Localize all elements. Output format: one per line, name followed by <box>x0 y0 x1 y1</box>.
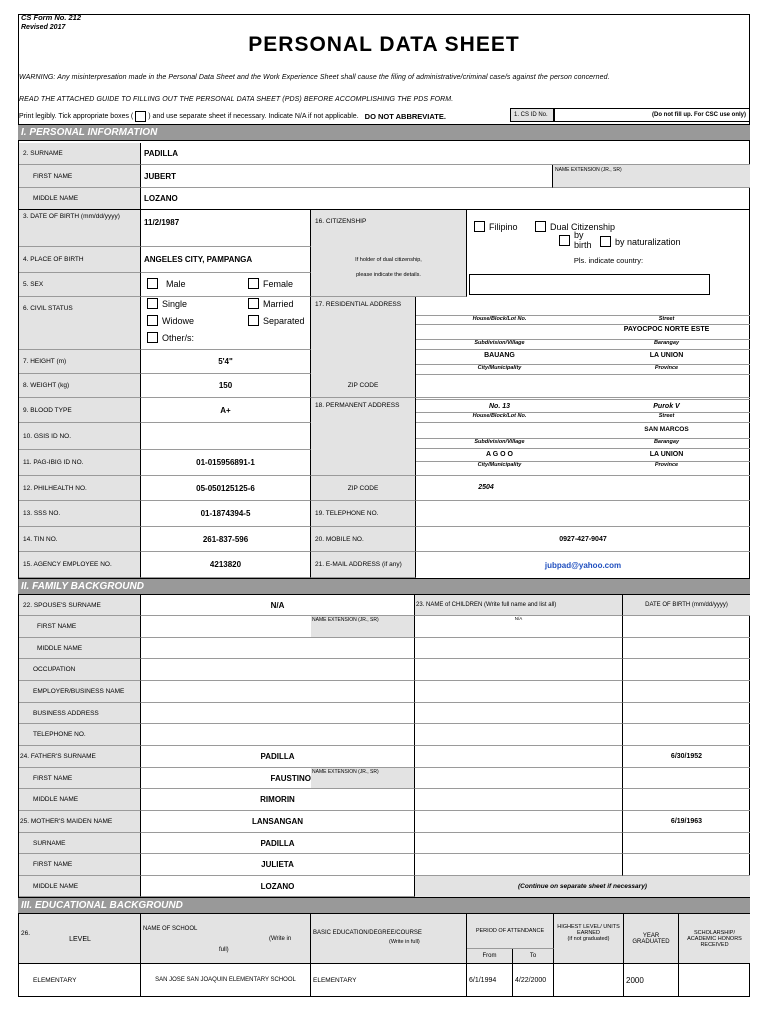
edu-row-from[interactable]: 6/1/1994 <box>467 964 513 996</box>
section-education-header: III. EDUCATIONAL BACKGROUND <box>18 897 750 914</box>
child-row-4-name[interactable] <box>415 681 623 703</box>
page-title: PERSONAL DATA SHEET <box>248 33 520 56</box>
married-text: Married <box>263 298 294 309</box>
middle-name-label: MIDDLE NAME <box>19 188 141 210</box>
edu-level-label: LEVEL <box>69 936 91 943</box>
spouse-telephone-label: TELEPHONE NO. <box>19 724 141 746</box>
warning-text: WARNING: Any misinterpresation made in the Personal Data Sheet and the Work Experience Sheet shall cause the filing of administrative/criminal case/s against the person concerned. <box>19 74 610 81</box>
mother-maiden-field[interactable]: LANSANGAN <box>141 811 415 833</box>
spouse-telephone-field[interactable] <box>141 724 415 746</box>
male-option[interactable] <box>147 278 186 289</box>
edu-level-header <box>19 914 141 964</box>
perm-zip-field[interactable] <box>416 476 750 501</box>
edu-course-write: (Write in full) <box>389 939 420 945</box>
pob-label: 4. PLACE OF BIRTH <box>19 247 141 273</box>
edu-school-header <box>141 914 311 964</box>
father-middle-name-label: MIDDLE NAME <box>19 789 141 811</box>
edu-course-header <box>311 914 467 964</box>
child-row-7-dob[interactable]: 6/30/1952 <box>623 746 750 768</box>
weight-label: 8. WEIGHT (kg) <box>19 374 141 398</box>
business-address-label: BUSINESS ADDRESS <box>19 703 141 724</box>
perm-zip-label: ZIP CODE <box>311 476 416 501</box>
form-revised: Revised 2017 <box>21 24 66 31</box>
child-row-1-name[interactable] <box>415 616 623 638</box>
perm-street-value[interactable]: Purok V <box>653 403 680 410</box>
perm-city-value[interactable]: A G O O <box>486 451 513 458</box>
child-row-2-dob[interactable] <box>623 638 750 659</box>
spouse-middle-name-label: MIDDLE NAME <box>19 638 141 659</box>
employer-field[interactable] <box>141 681 415 703</box>
edu-row-highest[interactable] <box>554 964 624 996</box>
female-text: Female <box>263 278 294 289</box>
mother-first-name-label: FIRST NAME <box>19 854 141 876</box>
dob-field[interactable]: 11/2/1987 <box>141 210 311 247</box>
form-number: CS Form No. 212 <box>21 13 82 22</box>
perm-street-caption: Street <box>658 413 675 419</box>
dual-checkbox[interactable] <box>535 221 546 232</box>
children-name-header: 23. NAME of CHILDREN (Write full name and list all) <box>415 595 623 616</box>
edu-full: full) <box>219 947 229 953</box>
married-option[interactable] <box>248 298 294 309</box>
edu-highest-label: HIGHEST LEVEL/ UNITS EARNED <box>557 924 620 936</box>
telephone-field[interactable] <box>416 501 750 527</box>
mother-maiden-label: 25. MOTHER'S MAIDEN NAME <box>19 811 141 833</box>
child-row-5-dob[interactable] <box>623 703 750 724</box>
surname-label: 2. SURNAME <box>19 143 141 165</box>
father-first-name-field[interactable]: FAUSTINO <box>141 768 311 789</box>
cs-id-field[interactable] <box>554 108 750 122</box>
mobile-field[interactable]: 0927-427-9047 <box>416 527 750 552</box>
tin-label: 14. TIN NO. <box>19 527 141 552</box>
widowed-text: Widowe <box>162 315 195 326</box>
father-name-ext-field[interactable]: NAME EXTENSION (JR., SR) <box>311 768 415 789</box>
separated-text: Separated <box>263 315 305 326</box>
by-naturalization-text: by naturalization <box>615 236 681 247</box>
civil-status-field <box>141 297 311 350</box>
edu-year-header: YEAR GRADUATED <box>624 914 679 964</box>
filipino-checkbox[interactable] <box>474 221 485 232</box>
mobile-label: 20. MOBILE NO. <box>311 527 416 552</box>
single-option[interactable] <box>147 298 187 309</box>
female-checkbox[interactable] <box>248 278 259 289</box>
agency-employee-field[interactable]: 4213820 <box>141 552 311 578</box>
edu-row-school[interactable]: SAN JOSE SAN JOAQUIN ELEMENTARY SCHOOL <box>141 964 311 996</box>
male-checkbox[interactable] <box>147 278 158 289</box>
child-row-7-name[interactable] <box>415 746 623 768</box>
tin-field[interactable]: 261-837-596 <box>141 527 311 552</box>
occupation-field[interactable] <box>141 659 415 681</box>
citizenship-label: 16. CITIZENSHIP <box>311 210 467 247</box>
cs-id-label: 1. CS ID No. <box>510 108 554 122</box>
child-row-10-dob[interactable]: 6/19/1963 <box>623 811 750 833</box>
perm-subdivision-caption: Subdivision/Village <box>474 439 525 445</box>
business-address-field[interactable] <box>141 703 415 724</box>
sex-label: 5. SEX <box>19 273 141 297</box>
dual-text: Dual Citizenship <box>550 221 616 232</box>
child-row-9-dob[interactable] <box>623 789 750 811</box>
by-naturalization-option[interactable] <box>600 236 681 247</box>
edu-row-honors[interactable] <box>679 964 750 996</box>
perm-barangay-caption: Barangay <box>653 439 680 445</box>
edu-row-to[interactable]: 4/22/2000 <box>513 964 554 996</box>
filipino-text: Filipino <box>489 221 518 232</box>
separated-checkbox[interactable] <box>248 315 259 326</box>
tick-sample-checkbox <box>135 111 146 122</box>
spouse-middle-name-field[interactable] <box>141 638 415 659</box>
female-option[interactable] <box>248 278 293 289</box>
indicate-country: Pls. indicate country: <box>573 255 644 265</box>
do-not-abbreviate: DO NOT ABBREVIATE. <box>364 112 446 121</box>
pagibig-label: 11. PAG-IBIG ID NO. <box>19 450 141 476</box>
continue-note: (Continue on separate sheet if necessary) <box>415 876 750 897</box>
child-row-4-dob[interactable] <box>623 681 750 703</box>
pob-field[interactable]: ANGELES CITY, PAMPANGA <box>141 247 311 273</box>
perm-province-value[interactable]: LA UNION <box>649 451 684 458</box>
male-text: Male <box>166 278 186 289</box>
print-instruction-2: ) and use separate sheet if necessary. Indicate N/A if not applicable. <box>148 113 359 120</box>
spouse-first-name-field[interactable] <box>141 616 311 638</box>
child-row-8-name[interactable] <box>415 768 623 789</box>
email-value: jubpad@yahoo.com <box>544 560 622 570</box>
residential-address-label: 17. RESIDENTIAL ADDRESS <box>311 297 416 400</box>
edu-period-header: PERIOD OF ATTENDANCE <box>467 914 554 949</box>
print-instruction-1: Print legibly. Tick appropriate boxes ( <box>19 113 134 120</box>
perm-zip-value: 2504 <box>478 484 494 491</box>
child-row-8-dob[interactable] <box>623 768 750 789</box>
child-row-1-dob[interactable] <box>623 616 750 638</box>
father-first-name-label: FIRST NAME <box>19 768 141 789</box>
spouse-first-name-label: FIRST NAME <box>19 616 141 638</box>
mother-first-name-field[interactable]: JULIETA <box>141 854 415 876</box>
permanent-address-label: 18. PERMANENT ADDRESS <box>311 398 416 476</box>
civil-status-label: 6. CIVIL STATUS <box>19 297 141 350</box>
email-label: 21. E-MAIL ADDRESS (if any) <box>311 552 416 578</box>
agency-employee-label: 15. AGENCY EMPLOYEE NO. <box>19 552 141 578</box>
res-city-caption: City/Municipality <box>477 365 522 371</box>
child-row-11-name[interactable] <box>415 833 623 854</box>
edu-row-course[interactable]: ELEMENTARY <box>311 964 467 996</box>
edu-honors-header: SCHOLARSHIP/ ACADEMIC HONORS RECEIVED <box>679 914 750 964</box>
sss-label: 13. SSS NO. <box>19 501 141 527</box>
perm-house-value[interactable]: No. 13 <box>488 403 510 410</box>
edu-row-year[interactable]: 2000 <box>624 964 679 996</box>
edu-row-level[interactable]: ELEMENTARY <box>19 964 141 996</box>
single-checkbox[interactable] <box>147 298 158 309</box>
weight-field[interactable]: 150 <box>141 374 311 398</box>
father-middle-name-field[interactable]: RIMORIN <box>141 789 415 811</box>
permanent-address-block <box>416 398 750 476</box>
child-row-2-name[interactable] <box>415 638 623 659</box>
section-family-header: II. FAMILY BACKGROUND <box>18 578 750 595</box>
perm-house-caption: House/Block/Lot No. <box>472 413 527 419</box>
first-name-field[interactable]: JUBERT <box>141 165 553 188</box>
edu-highest-header <box>554 914 624 964</box>
first-name-label: FIRST NAME <box>19 165 141 188</box>
married-checkbox[interactable] <box>248 298 259 309</box>
gsis-field[interactable] <box>141 423 311 450</box>
children-dob-header: DATE OF BIRTH (mm/dd/yyyy) <box>623 595 750 616</box>
by-birth-checkbox[interactable] <box>559 235 570 246</box>
spouse-surname-label: 22. SPOUSE'S SURNAME <box>19 595 141 616</box>
others-checkbox[interactable] <box>147 332 158 343</box>
child-row-12-dob[interactable] <box>623 854 750 876</box>
single-text: Single <box>162 298 188 309</box>
occupation-label: OCCUPATION <box>19 659 141 681</box>
child-row-3-dob[interactable] <box>623 659 750 681</box>
father-surname-label: 24. FATHER'S SURNAME <box>19 746 141 768</box>
res-street-caption: Street <box>658 316 675 322</box>
family-table <box>19 595 750 897</box>
res-zip-label: ZIP CODE <box>311 374 416 398</box>
dual-note-2: please indicate the details. <box>356 272 421 278</box>
edu-school-label: NAME OF SCHOOL <box>143 926 198 932</box>
widowed-option[interactable] <box>147 315 194 326</box>
name-extension-field[interactable]: NAME EXTENSION (JR., SR) <box>553 165 750 188</box>
print-instruction <box>19 111 446 122</box>
spouse-name-ext-field[interactable]: NAME EXTENSION (JR., SR) <box>311 616 415 638</box>
child-row-10-name[interactable] <box>415 811 623 833</box>
section-personal-header: I. PERSONAL INFORMATION <box>18 124 750 141</box>
res-barangay-caption: Barangay <box>653 340 680 346</box>
height-field[interactable]: 5'4" <box>141 350 311 374</box>
middle-name-field[interactable]: LOZANO <box>141 188 750 210</box>
height-label: 7. HEIGHT (m) <box>19 350 141 374</box>
separated-option[interactable] <box>248 315 305 326</box>
res-barangay-value[interactable]: PAYOCPOC NORTE ESTE <box>623 326 710 333</box>
csc-use-only: (Do not fill up. For CSC use only) <box>652 112 746 118</box>
child-row-3-name[interactable] <box>415 659 623 681</box>
dual-note-1: If holder of dual citizenship, <box>355 257 422 263</box>
telephone-label: 19. TELEPHONE NO. <box>311 501 416 527</box>
child-row-9-name[interactable] <box>415 789 623 811</box>
children-na: N/A <box>514 616 523 621</box>
pagibig-field[interactable]: 01-015956891-1 <box>141 450 311 476</box>
dual-note-box <box>311 247 467 297</box>
mother-middle-name-field[interactable]: LOZANO <box>141 876 415 897</box>
res-house-caption: House/Block/Lot No. <box>472 316 527 322</box>
perm-barangay-value[interactable]: SAN MARCOS <box>644 426 689 433</box>
res-city-value[interactable]: BAUANG <box>484 352 515 359</box>
spouse-surname-field[interactable]: N/A <box>141 595 415 616</box>
res-province-value[interactable]: LA UNION <box>649 352 684 359</box>
father-surname-field[interactable]: PADILLA <box>141 746 415 768</box>
mother-middle-name-label: MIDDLE NAME <box>19 876 141 897</box>
blood-type-field[interactable]: A+ <box>141 398 311 423</box>
philhealth-field[interactable]: 05-050125125-6 <box>141 476 311 501</box>
by-birth-text: by birth <box>574 230 592 250</box>
others-option[interactable] <box>147 332 194 343</box>
mother-surname-label: SURNAME <box>19 833 141 854</box>
surname-field[interactable]: PADILLA <box>141 143 750 165</box>
sex-field <box>141 273 311 297</box>
read-guide-text: READ THE ATTACHED GUIDE TO FILLING OUT THE PERSONAL DATA SHEET (PDS) BEFORE ACCOMPLISHING THE PDS FORM. <box>19 96 454 103</box>
edu-from-header: From <box>467 949 513 964</box>
edu-num: 26. <box>21 930 31 937</box>
widowed-checkbox[interactable] <box>147 315 158 326</box>
child-row-6-name[interactable] <box>415 724 623 746</box>
res-province-caption: Province <box>654 365 679 371</box>
edu-write-in: (Write in <box>269 936 292 942</box>
philhealth-label: 12. PHILHEALTH NO. <box>19 476 141 501</box>
employer-label: EMPLOYER/BUSINESS NAME <box>19 681 141 703</box>
perm-city-caption: City/Municipality <box>477 462 522 468</box>
sss-field[interactable]: 01-1874394-5 <box>141 501 311 527</box>
edu-if-not-grad: (if not graduated) <box>567 936 610 942</box>
res-subdivision-caption: Subdivision/Village <box>474 340 525 346</box>
mother-surname-field[interactable]: PADILLA <box>141 833 415 854</box>
edu-course-label: BASIC EDUCATION/DEGREE/COURSE <box>313 930 422 936</box>
others-text: Other/s: <box>162 332 195 343</box>
filipino-option[interactable] <box>474 221 518 232</box>
country-field[interactable] <box>469 274 710 295</box>
res-zip-field[interactable] <box>416 374 750 398</box>
gsis-label: 10. GSIS ID NO. <box>19 423 141 450</box>
child-row-6-dob[interactable] <box>623 724 750 746</box>
child-row-5-name[interactable] <box>415 703 623 724</box>
perm-province-caption: Province <box>654 462 679 468</box>
by-naturalization-checkbox[interactable] <box>600 236 611 247</box>
edu-to-header: To <box>513 949 554 964</box>
child-row-11-dob[interactable] <box>623 833 750 854</box>
child-row-12-name[interactable] <box>415 854 623 876</box>
blood-type-label: 9. BLOOD TYPE <box>19 398 141 423</box>
dob-label: 3. DATE OF BIRTH (mm/dd/yyyy) <box>19 210 141 247</box>
email-field[interactable] <box>416 552 750 578</box>
